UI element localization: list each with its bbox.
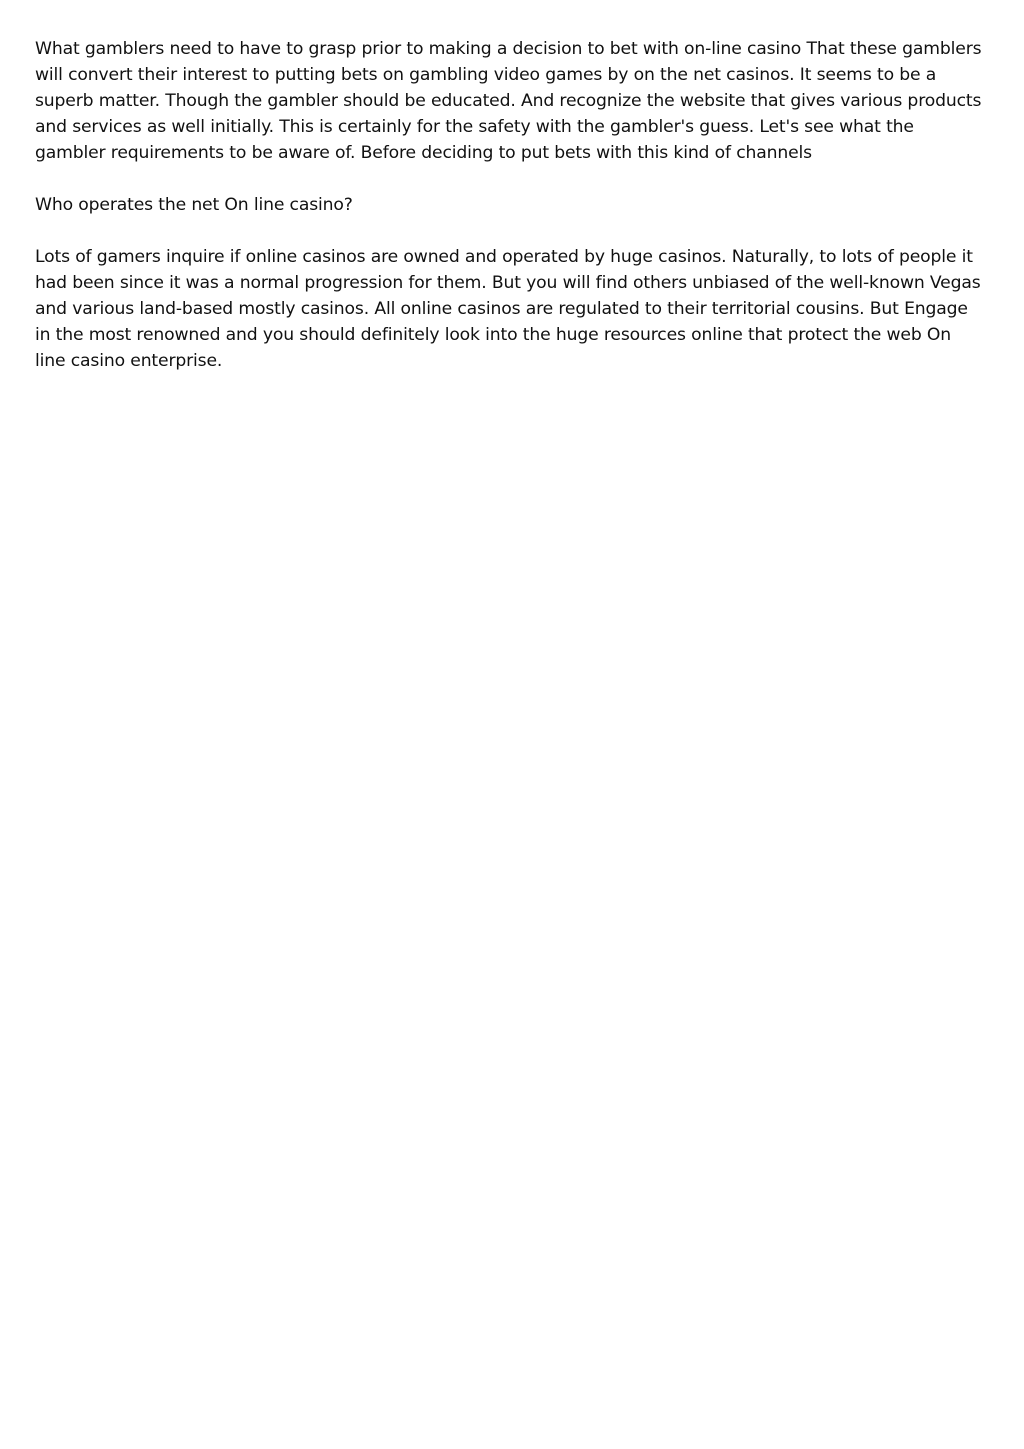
body-paragraph: Lots of gamers inquire if online casinos are owned and operated by huge casinos. Naturally, to lots of people it had been since it was a normal progression for them. But you will find others unbiased of the well-known Vegas and various land-based mostly casinos. All online casinos are regulated to their territorial cousins. But Engage in the most renowned and you should definitely look into the huge resources online that protect the web On line casino enterprise. <box>35 247 981 371</box>
section-heading: Who operates the net On line casino? <box>35 195 353 215</box>
document-body <box>35 36 985 400</box>
intro-paragraph: What gamblers need to have to grasp prior to making a decision to bet with on-line casino That these gamblers will convert their interest to putting bets on gambling video games by on the net casinos. It seems to be a superb matter. Though the gambler should be educated. And recognize the website that gives various products and services as well initially. This is certainly for the safety with the gambler's guess. Let's see what the gambler requirements to be aware of. Before deciding to put bets with this kind of channels <box>35 39 982 163</box>
